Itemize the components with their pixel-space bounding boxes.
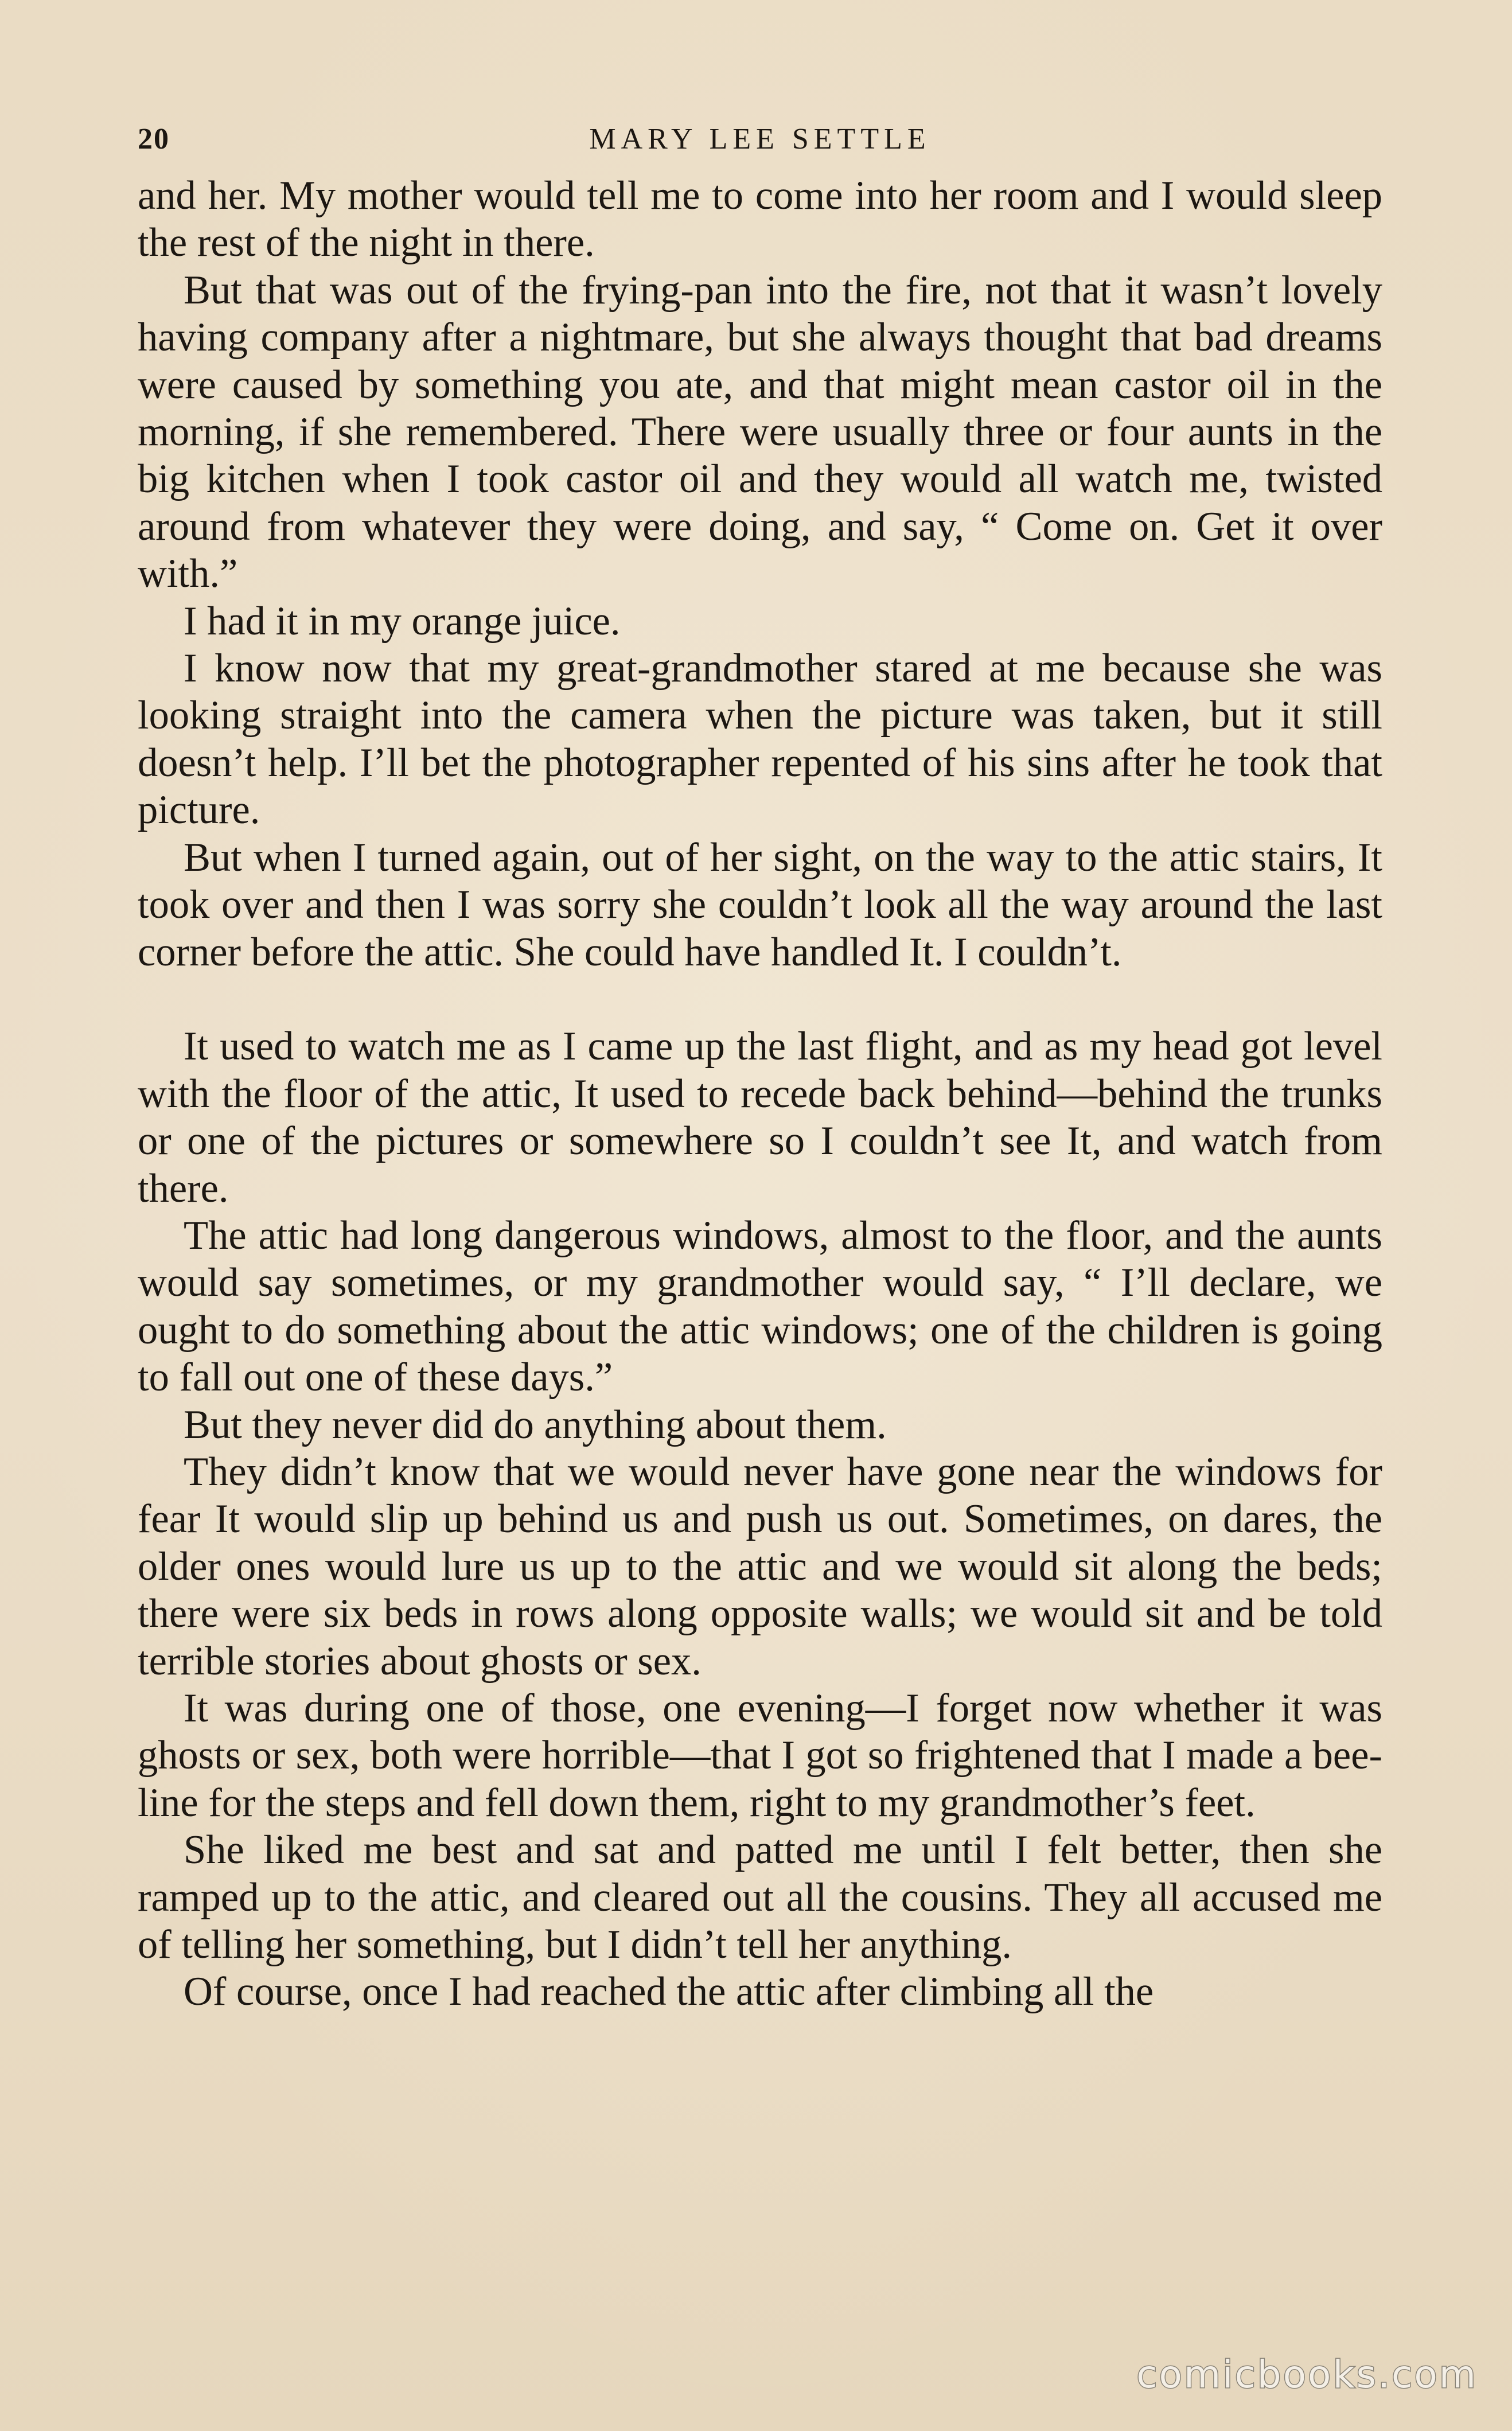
- paragraph: The attic had long dangerous windows, almost to the floor, and the aunts would say sometimes, or my grandmother would say, “ I’ll declare, we ought to do something about the attic windows; one of the children is going to fall out one of these days.”: [138, 1213, 1382, 1400]
- paragraph: But they never did do anything about them.: [184, 1402, 887, 1447]
- paragraph: She liked me best and sat and patted me until I felt better, then she ramped up to the attic, and cleared out all the cousins. They all accused me of telling her something, but I didn’t tell her anything.: [138, 1828, 1382, 1968]
- paragraph: It used to watch me as I came up the last flight, and as my head got level with the floor of the attic, It used to recede back behind—behind the trunks or one of the pictures or somewhere so I couldn’t see It, and watch from there.: [138, 1024, 1382, 1211]
- paragraph: They didn’t know that we would never have gone near the windows for fear It would slip up behind us and push us out. Sometimes, on dares, the older ones would lure us up to the attic and we would sit along the beds; there were six beds in rows along opposite walls; we would sit and be told terrible stories about ghosts or sex.: [138, 1449, 1382, 1684]
- paragraph: and her. My mother would tell me to come into her room and I would sleep the rest of the night in there.: [138, 173, 1382, 266]
- paragraph: But when I turned again, out of her sight, on the way to the attic stairs, It took over and then I was sorry she couldn’t look all the way around the last corner before the attic. She could have handled It. I couldn’t.: [138, 835, 1382, 975]
- page-number: 20: [138, 123, 170, 155]
- running-head: MARY LEE SETTLE: [589, 123, 931, 155]
- body-text: [138, 172, 1382, 2016]
- page-header: [138, 119, 1382, 159]
- watermark: comicbooks.com: [1136, 2352, 1478, 2397]
- paragraph: It was during one of those, one evening—I forget now whether it was ghosts or sex, both were horrible—that I got so frightened that I made a bee-line for the steps and fell down them, right to my grandmother’s feet.: [138, 1685, 1382, 1825]
- paragraph: I had it in my orange juice.: [184, 598, 621, 644]
- paragraph: But that was out of the frying-pan into the fire, not that it wasn’t lovely having company after a nightmare, but she always thought that bad dreams were caused by something you ate, and that might mean castor oil in the morning, if she remembered. There were usually three or four aunts in the big kitchen when I took castor oil and they would all watch me, twisted around from whatever they were doing, and say, “ Come on. Get it over with.”: [138, 267, 1382, 597]
- paragraph: Of course, once I had reached the attic after climbing all the: [184, 1969, 1154, 2015]
- paragraph: I know now that my great-grandmother stared at me because she was looking straight into the camera when the picture was taken, but it still doesn’t help. I’ll bet the photographer repented of his sins after he took that picture.: [138, 646, 1382, 833]
